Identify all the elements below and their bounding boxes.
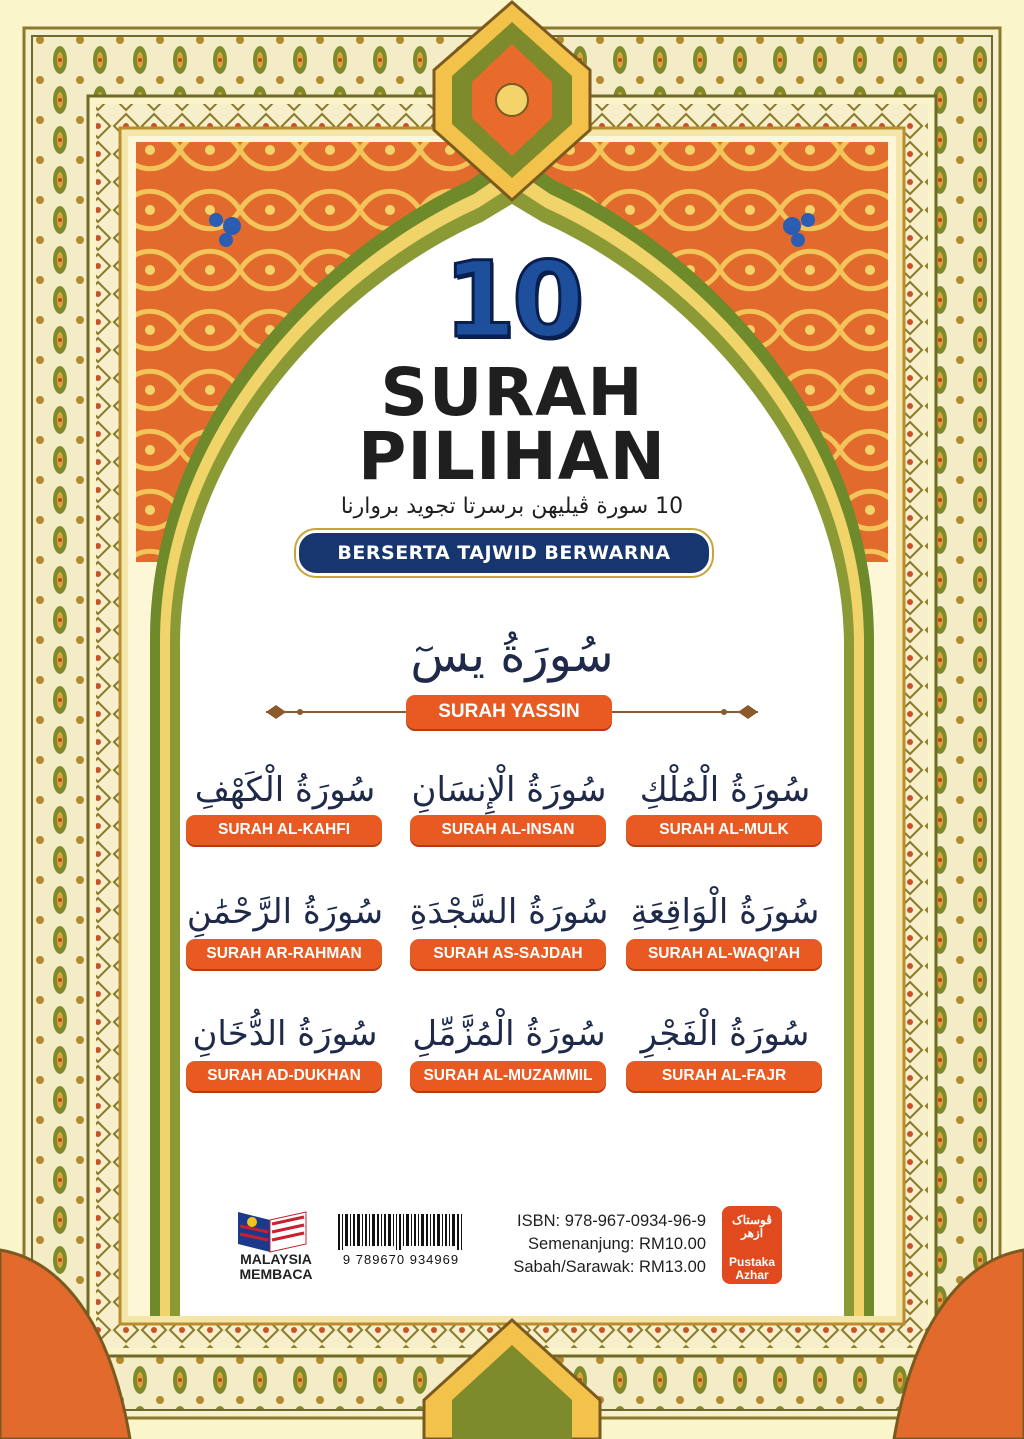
- publisher-line2: Azhar: [735, 1268, 769, 1282]
- publisher-arabic: ڤوستاک ازهر: [731, 1213, 772, 1240]
- price-sabah-sarawak: Sabah/Sarawak: RM13.00: [513, 1258, 706, 1276]
- surah-ar-rahman-label: SURAH AR-RAHMAN: [186, 939, 382, 969]
- surah-ad-dukhan-arabic: سُورَةُ الدُّخَانِ: [192, 1014, 378, 1054]
- surah-al-muzammil-label: SURAH AL-MUZAMMIL: [410, 1061, 606, 1091]
- title-number: 10: [443, 239, 581, 361]
- surah-yassin-arabic: سُورَةُ يسٓ: [410, 627, 614, 683]
- price-peninsula: Semenanjung: RM10.00: [528, 1235, 706, 1253]
- malaysia-membaca-line1: MALAYSIA: [240, 1251, 312, 1267]
- surah-al-fajr-arabic: سُورَةُ الْفَجْرِ: [640, 1014, 810, 1054]
- surah-al-kahfi-arabic: سُورَةُ الْكَهْفِ: [194, 770, 376, 810]
- surah-al-insan-label: SURAH AL-INSAN: [410, 815, 606, 845]
- surah-al-mulk-arabic: سُورَةُ الْمُلْكِ: [639, 770, 811, 810]
- surah-as-sajdah-arabic: سُورَةُ السَّجْدَةِ: [409, 892, 609, 932]
- surah-yassin-label: SURAH YASSIN: [406, 695, 612, 729]
- surah-al-fajr-label: SURAH AL-FAJR: [626, 1061, 822, 1091]
- surah-al-mulk-label: SURAH AL-MULK: [626, 815, 822, 845]
- jawi-subtitle: 10 سورة ڤيليهن برسرتا تجويد بروارنا: [340, 494, 684, 519]
- surah-al-waqiah-label: SURAH AL-WAQI'AH: [626, 939, 822, 969]
- isbn-text: ISBN: 978-967-0934-96-9: [517, 1212, 706, 1230]
- title-line-surah: SURAH: [380, 354, 644, 431]
- malaysia-membaca-line2: MEMBACA: [239, 1266, 313, 1282]
- surah-as-sajdah-label: SURAH AS-SAJDAH: [410, 939, 606, 969]
- surah-al-muzammil-arabic: سُورَةُ الْمُزَّمِّلِ: [412, 1014, 606, 1054]
- barcode-digits: 9 789670 934969: [342, 1252, 460, 1267]
- title-line-pilihan: PILIHAN: [357, 418, 667, 495]
- surah-ar-rahman-arabic: سُورَةُ الرَّحْمَٰنِ: [186, 892, 384, 932]
- surah-al-waqiah-arabic: سُورَةُ الْوَاقِعَةِ: [630, 892, 820, 932]
- tajwid-banner: BERSERTA TAJWID BERWARNA: [296, 530, 712, 576]
- surah-al-kahfi-label: SURAH AL-KAHFI: [186, 815, 382, 845]
- barcode-bars-icon: [326, 1210, 476, 1250]
- surah-al-insan-arabic: سُورَةُ الْإِنسَانِ: [411, 770, 607, 810]
- publisher-line1: Pustaka: [728, 1255, 776, 1269]
- malaysia-membaca-logo-text: [226, 1252, 326, 1282]
- surah-ad-dukhan-label: SURAH AD-DUKHAN: [186, 1061, 382, 1091]
